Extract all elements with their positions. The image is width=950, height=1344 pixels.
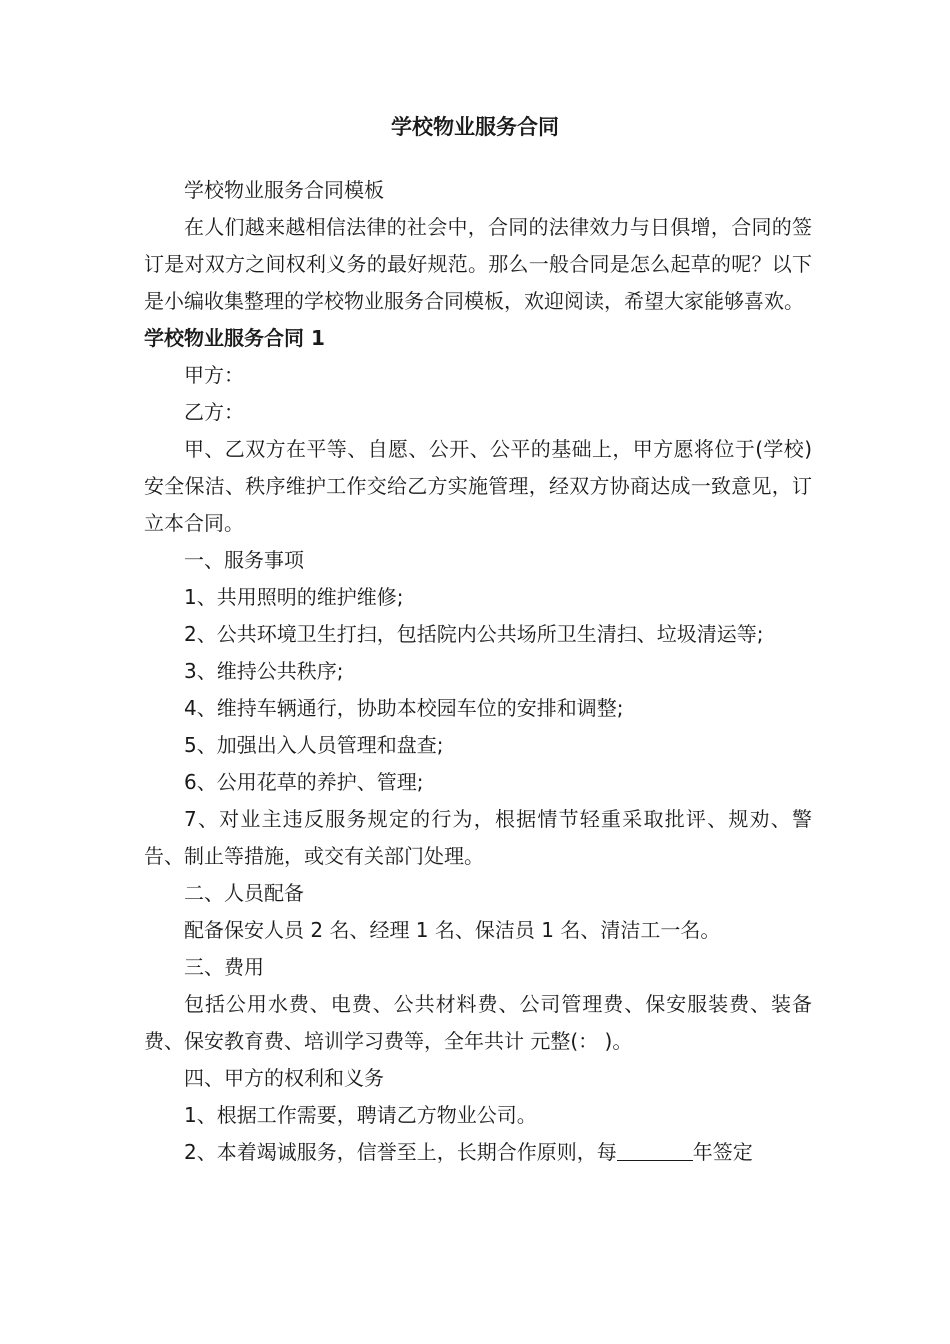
list-item: 4、维持车辆通行，协助本校园车位的安排和调整; bbox=[184, 696, 624, 720]
list-item: 3、维持公共秩序; bbox=[184, 659, 344, 683]
paragraph-intro: 在人们越来越相信法律的社会中，合同的法律效力与日俱增，合同的签订是对双方之间权利义务的最好规范。那么一般合同是怎么起草的呢？以下是小编收集整理的学校物业服务合同模板，欢迎阅读，希望大家能够喜欢。 bbox=[144, 215, 812, 313]
party-b-line: 乙方： bbox=[184, 400, 244, 424]
paragraph-preamble: 甲、乙双方在平等、自愿、公开、公平的基础上，甲方愿将位于(学校)安全保洁、秩序维护工作交给乙方实施管理，经双方协商达成一致意见，订立本合同。 bbox=[144, 437, 812, 535]
list-item: 5、加强出入人员管理和盘查; bbox=[184, 733, 444, 757]
list-item-truncated bbox=[144, 1134, 812, 1171]
paragraph-fees: 包括公用水费、电费、公共材料费、公司管理费、保安服装费、装备费、保安教育费、培训学习费等，全年共计 元整(： )。 bbox=[144, 992, 812, 1053]
list-item: 2、公共环境卫生打扫，包括院内公共场所卫生清扫、垃圾清运等; bbox=[184, 622, 764, 646]
section-heading-contract-1: 学校物业服务合同 1 bbox=[144, 326, 325, 350]
paragraph-subtitle: 学校物业服务合同模板 bbox=[184, 178, 384, 202]
list-item-text-after-blank: 年签定 bbox=[692, 1140, 753, 1164]
list-item: 1、共用照明的维护维修; bbox=[184, 585, 404, 609]
list-item: 1、根据工作需要，聘请乙方物业公司。 bbox=[184, 1103, 537, 1127]
heading-service-items: 一、服务事项 bbox=[184, 548, 304, 572]
paragraph-staffing: 配备保安人员 2 名、经理 1 名、保洁员 1 名、清洁工一名。 bbox=[184, 918, 721, 942]
document-title: 学校物业服务合同 bbox=[391, 115, 559, 139]
heading-fees: 三、费用 bbox=[184, 955, 264, 979]
list-item: 7、对业主违反服务规定的行为，根据情节轻重采取批评、规劝、警告、制止等措施，或交有关部门处理。 bbox=[144, 807, 812, 868]
party-a-line: 甲方： bbox=[184, 363, 244, 387]
document-body bbox=[144, 172, 812, 1171]
list-item: 6、公用花草的养护、管理; bbox=[184, 770, 424, 794]
fill-in-blank bbox=[617, 1140, 693, 1161]
heading-staffing: 二、人员配备 bbox=[184, 881, 304, 905]
list-item-text-before-blank: 2、本着竭诚服务，信誉至上，长期合作原则，每 bbox=[184, 1140, 617, 1164]
heading-party-a-rights: 四、甲方的权利和义务 bbox=[184, 1066, 384, 1090]
